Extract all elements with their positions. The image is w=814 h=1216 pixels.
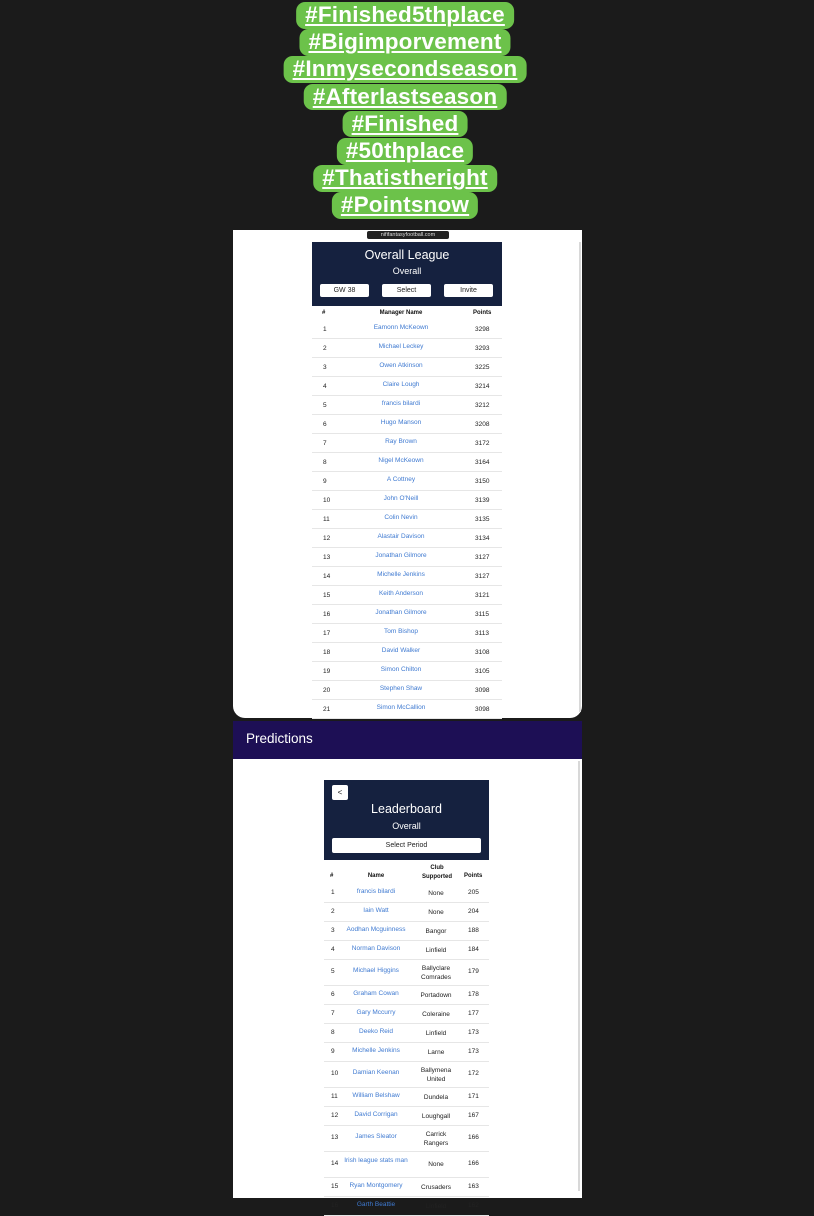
browser-url-bar [233,230,582,240]
points-cell: 3134 [475,535,490,542]
manager-name-link[interactable]: Nigel McKeown [378,457,424,464]
club-cell: Bangor [425,927,447,935]
points-cell: 3098 [475,706,490,713]
points-cell: 178 [468,990,479,998]
scrollbar[interactable] [578,761,580,1191]
rank-cell: 9 [323,478,327,485]
hashtag-line: #Finished5thplace [296,2,514,29]
rank-cell: 4 [331,945,335,953]
rank-cell: 8 [323,459,327,466]
manager-name-link[interactable]: Simon McCallion [376,704,426,711]
predictions-app-bar [233,721,582,759]
rank-cell: 11 [331,1092,338,1100]
points-cell: 3098 [475,687,490,694]
table-row [312,662,502,681]
league-subtitle: Overall [392,266,422,276]
rank-cell: 10 [331,1070,339,1077]
leaderboard-rows [324,884,489,1216]
table-row [324,986,489,1005]
rank-cell: 16 [331,1201,339,1209]
select-period-button[interactable]: Select Period [332,838,481,853]
manager-name-link[interactable]: Eamonn McKeown [373,324,429,331]
table-row [324,1178,489,1197]
points-cell: 179 [468,968,479,975]
rank-cell: 19 [323,668,331,675]
name-column-header: Name [367,873,385,879]
hashtag-sticker [279,2,531,227]
player-name-link[interactable]: Garth Beattie [356,1200,396,1208]
table-row [312,510,502,529]
rank-cell: 12 [331,1111,339,1119]
manager-name-link[interactable]: Jonathan Gilmore [375,609,427,616]
points-cell: 3127 [475,554,490,561]
player-name-link[interactable]: James Sleator [355,1133,397,1140]
table-header [312,308,502,320]
manager-name-link[interactable]: Keith Anderson [378,590,424,597]
club-cell: Loughgall [421,1112,451,1120]
rank-cell: 6 [323,421,327,428]
points-cell: 184 [468,945,479,953]
rank-cell: 13 [331,1134,339,1141]
player-name-link[interactable]: Deeko Reid [359,1027,393,1035]
table-row [324,884,489,903]
club-cell: Coleraine [422,1010,450,1018]
table-row [312,586,502,605]
player-name-link[interactable]: Iain Watt [363,906,389,914]
club-cell: Portadown [420,991,452,999]
manager-name-link[interactable]: John O'Neill [383,495,419,502]
league-header [312,242,502,306]
manager-name-link[interactable]: Colin Nevin [384,514,418,521]
points-cell: 3208 [475,421,490,428]
points-cell: 3214 [475,383,490,390]
league-title: Overall League [364,248,450,262]
table-row [324,1126,489,1152]
player-name-link[interactable]: Graham Cowan [353,989,399,997]
points-cell: 166 [468,1134,479,1141]
table-row [324,1088,489,1107]
rank-cell: 10 [323,497,331,504]
rank-cell: 3 [323,364,327,371]
points-cell: 3115 [475,611,489,618]
points-cell: 3135 [475,516,490,523]
rank-cell: 6 [331,990,335,998]
table-row [312,472,502,491]
manager-name-link[interactable]: Michelle Jenkins [377,571,425,578]
hashtag-line: #50thplace [337,138,473,165]
table-row [312,396,502,415]
table-row [312,548,502,567]
table-row [324,1062,489,1088]
rank-cell: 12 [323,535,331,542]
manager-column-header: Manager Name [379,310,423,316]
points-cell: 3293 [475,345,490,352]
club-column-header: Club Supported [422,865,452,880]
rank-cell: 2 [323,345,327,352]
back-button[interactable]: < [332,785,348,800]
table-row [312,320,502,339]
rank-cell: 13 [323,554,331,561]
club-cell: Linfield [425,1029,447,1037]
manager-name-link[interactable]: Owen Atkinson [379,362,423,369]
select-button[interactable]: Select [382,284,431,297]
points-cell: 162 [468,1201,479,1209]
hashtag-line: #Thatistheright [313,165,497,192]
table-row [312,567,502,586]
hashtag-line: #Pointsnow [332,192,478,219]
points-cell: 171 [468,1092,479,1100]
table-row [324,922,489,941]
points-cell: 166 [468,1160,479,1167]
rank-cell: 7 [323,440,327,447]
rank-cell: 5 [331,968,335,975]
points-cell: 3113 [475,630,489,637]
club-cell: Ballyclare Comrades [421,964,451,981]
hashtag-line: #Afterlastseason [304,84,507,111]
table-row [312,415,502,434]
rank-cell: 15 [323,592,331,599]
table-row [324,1005,489,1024]
table-row [312,453,502,472]
table-row [312,624,502,643]
overall-league-table [312,242,502,718]
player-name-link[interactable]: David Corrigan [354,1110,398,1118]
club-cell: Linfield [425,1202,447,1210]
table-row [324,1197,489,1216]
points-column-header: Points [464,873,483,879]
table-row [312,358,502,377]
player-name-link[interactable]: Michael Higgins [353,967,399,974]
points-cell: 177 [468,1009,479,1017]
points-cell: 3105 [475,668,490,675]
player-name-link[interactable]: Gary Mccurry [356,1008,396,1016]
club-cell: None [428,1161,444,1168]
manager-name-link[interactable]: francis bilardi [381,400,421,407]
points-cell: 3298 [475,326,490,333]
hashtag-line: #Inmysecondseason [284,56,527,83]
manager-name-link[interactable]: Jonathan Gilmore [375,552,427,559]
points-cell: 3139 [475,497,490,504]
table-row [324,1107,489,1126]
points-cell: 3127 [475,573,490,580]
manager-name-link[interactable]: Ray Brown [385,438,417,445]
table-row [312,529,502,548]
rank-cell: 1 [331,888,335,896]
player-name-link[interactable]: francis bilardi [356,887,396,895]
points-cell: 205 [468,888,479,896]
rank-cell: 2 [331,907,335,915]
hashtag-line: #Bigimporvement [299,29,510,56]
player-name-link[interactable]: Damian Keenan [352,1069,400,1076]
table-header [324,862,489,886]
manager-name-link[interactable]: Simon Chilton [380,666,422,673]
predictions-card [233,721,582,1210]
player-name-link[interactable]: Norman Davison [351,944,401,952]
rank-cell: 14 [323,573,331,580]
manager-name-link[interactable]: Tom Bishop [384,628,418,635]
table-row [324,1043,489,1062]
points-cell: 3225 [475,364,490,371]
points-cell: 3108 [475,649,490,656]
points-cell: 3164 [475,459,490,466]
club-cell: Carrick Rangers [423,1130,449,1147]
points-column-header: Points [473,310,492,316]
table-row [324,960,489,986]
club-cell: None [428,908,444,916]
table-row [324,903,489,922]
app-title: Predictions [246,731,313,746]
scrollbar[interactable] [579,242,581,712]
club-cell: None [428,889,444,897]
rank-cell: 11 [323,516,330,523]
table-row [312,605,502,624]
player-name-link[interactable]: Aodhan Mcguinness [346,925,406,933]
table-row [324,941,489,960]
points-cell: 173 [468,1028,479,1036]
manager-name-link[interactable]: Alastair Davison [377,533,425,540]
rank-cell: 9 [331,1047,335,1055]
club-cell: Crusaders [421,1183,451,1191]
url-text[interactable]: nififantasyfootball.com [367,231,449,239]
points-cell: 3121 [475,592,490,599]
gameweek-button[interactable]: GW 38 [320,284,369,297]
points-cell: 188 [468,926,479,934]
rank-cell: 5 [323,402,327,409]
points-cell: 3212 [475,402,490,409]
points-cell: 172 [468,1070,479,1077]
hashtag-line: #Finished [343,111,468,138]
player-name-link[interactable]: Irish league stats man [344,1156,408,1164]
manager-name-link[interactable]: David Walker [381,647,421,654]
table-row [324,1024,489,1043]
rank-cell: 7 [331,1009,335,1017]
table-row [324,1152,489,1178]
leaderboard-header [324,780,489,860]
rank-column-header: # [322,310,326,316]
rank-cell: 4 [323,383,327,390]
rank-cell: 1 [323,326,327,333]
player-name-link[interactable]: William Belshaw [352,1091,400,1099]
points-cell: 167 [468,1111,479,1119]
rank-cell: 8 [331,1028,335,1036]
points-cell: 173 [468,1047,479,1055]
table-row [312,491,502,510]
points-cell: 163 [468,1182,479,1190]
manager-name-link[interactable]: Stephen Shaw [379,685,423,692]
rank-cell: 20 [323,687,331,694]
league-rows [312,320,502,738]
invite-button[interactable]: Invite [444,284,493,297]
leaderboard-table [324,780,489,1210]
leaderboard-subtitle: Overall [392,821,421,831]
points-cell: 204 [468,907,479,915]
club-cell: Linfield [425,946,447,954]
points-cell: 3172 [475,440,490,447]
table-row [312,681,502,700]
player-name-link[interactable]: Ryan Montgomery [349,1181,403,1189]
rank-cell: 21 [323,706,331,713]
rank-cell: 3 [331,926,335,934]
overall-league-card [233,230,582,718]
club-cell: Ballymena United [420,1066,452,1083]
rank-cell: 16 [323,611,331,618]
player-name-link[interactable]: Michelle Jenkins [352,1046,400,1054]
rank-cell: 18 [323,649,331,656]
manager-name-link[interactable]: Michael Leckey [378,343,424,350]
table-row [312,643,502,662]
table-row [312,700,502,719]
manager-name-link[interactable]: A Cottney [386,476,416,483]
rank-cell: 15 [331,1182,339,1190]
rank-cell: 14 [331,1160,339,1167]
manager-name-link[interactable]: Claire Lough [382,381,420,388]
club-cell: Larne [427,1048,445,1056]
table-row [312,434,502,453]
leaderboard-title: Leaderboard [371,802,442,816]
table-row [312,339,502,358]
table-row [312,377,502,396]
manager-name-link[interactable]: Hugo Manson [380,419,422,426]
rank-column-header: # [330,873,334,879]
rank-cell: 17 [323,630,331,637]
club-cell: Dundela [423,1093,449,1101]
points-cell: 3150 [475,478,490,485]
